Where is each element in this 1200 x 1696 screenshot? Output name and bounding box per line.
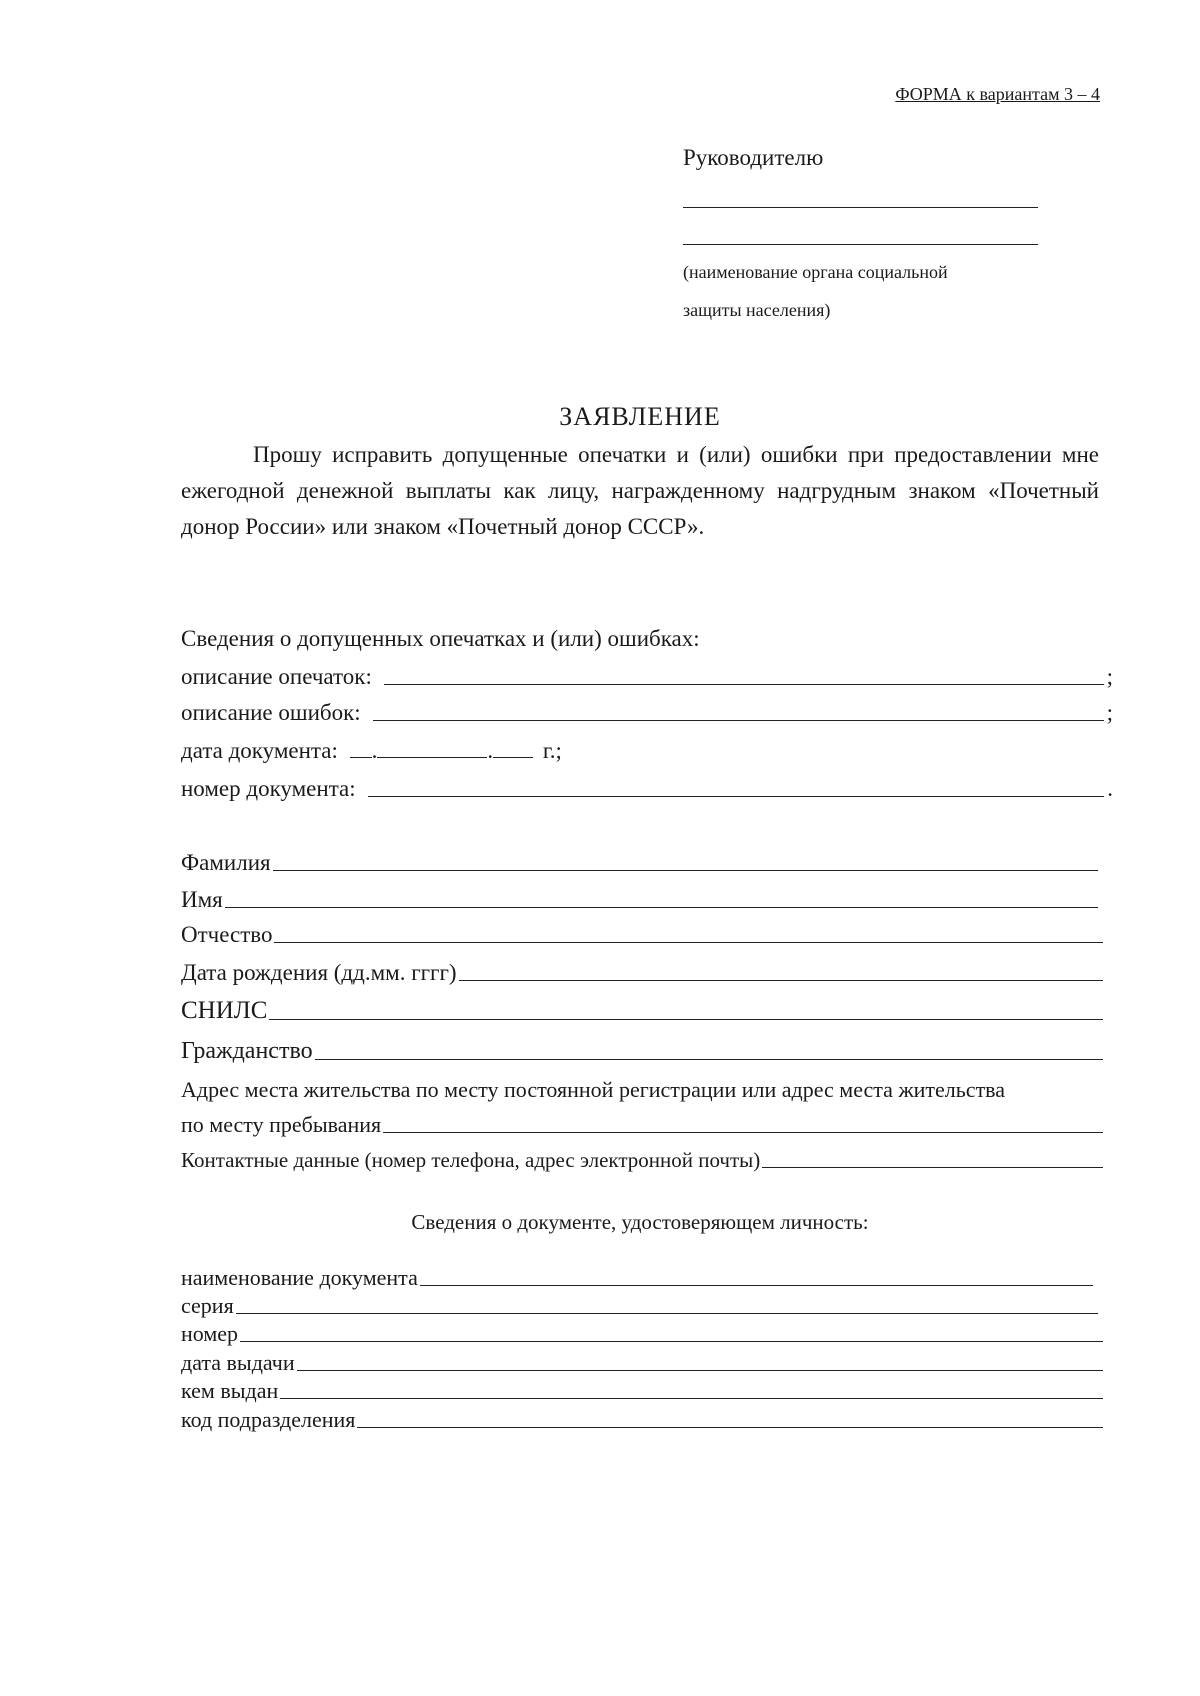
contacts-row: [181, 1148, 1103, 1173]
doc-number-end: .: [1107, 776, 1113, 801]
addressee-label: Руководителю: [683, 145, 824, 170]
errors-row: [181, 700, 1113, 726]
typos-field[interactable]: [384, 683, 1104, 685]
contacts-label: Контактные данные (номер телефона, адрес электронной почты): [181, 1148, 761, 1172]
surname-row: [181, 850, 1098, 876]
id-doc-name-label: наименование документа: [181, 1265, 418, 1290]
birth-date-label: Дата рождения (дд.мм. гггг): [181, 960, 457, 985]
patronymic-row: [181, 922, 1103, 948]
patronymic-label: Отчество: [181, 922, 273, 947]
date-suffix: г.;: [542, 738, 562, 763]
errors-label: описание ошибок:: [181, 700, 361, 725]
id-series-field[interactable]: [236, 1312, 1098, 1314]
date-day-field[interactable]: [350, 756, 372, 758]
citizenship-row: [181, 1038, 1103, 1065]
id-issued-by-field[interactable]: [280, 1397, 1103, 1399]
request-paragraph: Прошу исправить допущенные опечатки и (или) ошибки при предоставлении мне ежегодной денежной выплаты как лицу, награжденному надгрудным знаком «Почетный донор России» или знаком «Почетный донор СССР».: [181, 442, 1099, 539]
surname-label: Фамилия: [181, 850, 271, 875]
id-division-code-row: [181, 1407, 1103, 1433]
errors-section-heading: Сведения о допущенных опечатках и (или) ошибках:: [181, 626, 700, 651]
form-reference: ФОРМА к вариантам 3 – 4: [895, 84, 1100, 104]
typos-label: описание опечаток:: [181, 664, 372, 689]
errors-field[interactable]: [373, 719, 1104, 721]
addressee-note-line-2: защиты населения): [683, 300, 831, 320]
id-document-heading: Сведения о документе, удостоверяющем личность:: [411, 1210, 869, 1234]
date-dot-2: .: [487, 738, 494, 763]
address-label-line-1: Адрес места жительства по месту постоянной регистрации или адрес места жительства: [181, 1077, 1006, 1102]
document-date-row: [181, 738, 562, 764]
id-issue-date-label: дата выдачи: [181, 1350, 295, 1375]
name-row: [181, 887, 1098, 913]
surname-field[interactable]: [273, 869, 1098, 871]
id-doc-name-field[interactable]: [420, 1284, 1093, 1286]
snils-label: СНИЛС: [181, 997, 268, 1024]
birth-date-field[interactable]: [459, 979, 1103, 981]
address-row: [181, 1112, 1103, 1138]
doc-number-field[interactable]: [368, 795, 1105, 797]
addressee-line-2[interactable]: [683, 244, 1038, 245]
doc-number-label: номер документа:: [181, 776, 356, 801]
date-dot-1: .: [371, 738, 378, 763]
date-year-field[interactable]: [493, 756, 533, 758]
doc-number-row: [181, 776, 1113, 802]
id-division-code-label: код подразделения: [181, 1407, 356, 1432]
patronymic-field[interactable]: [274, 941, 1103, 943]
citizenship-label: Гражданство: [181, 1038, 313, 1064]
citizenship-field[interactable]: [315, 1058, 1103, 1060]
addressee-line-1[interactable]: [683, 207, 1038, 208]
id-issue-date-row: [181, 1350, 1103, 1376]
id-number-label: номер: [181, 1321, 239, 1346]
document-title: ЗАЯВЛЕНИЕ: [559, 402, 721, 431]
name-field[interactable]: [225, 906, 1098, 908]
id-issue-date-field[interactable]: [297, 1369, 1103, 1371]
id-number-field[interactable]: [240, 1340, 1103, 1342]
id-issued-by-label: кем выдан: [181, 1378, 279, 1403]
id-series-label: серия: [181, 1293, 234, 1318]
birth-date-row: [181, 960, 1103, 986]
id-doc-name-row: [181, 1265, 1093, 1291]
address-field[interactable]: [383, 1131, 1103, 1133]
id-number-row: [181, 1321, 1103, 1347]
snils-row: [181, 997, 1103, 1025]
document-date-label: дата документа:: [181, 738, 338, 763]
id-issued-by-row: [181, 1378, 1103, 1404]
date-month-field[interactable]: [377, 756, 487, 758]
contacts-field[interactable]: [762, 1166, 1103, 1168]
address-label-line-2: по месту пребывания: [181, 1112, 382, 1137]
name-label: Имя: [181, 887, 223, 912]
snils-field[interactable]: [269, 1018, 1103, 1020]
id-division-code-field[interactable]: [357, 1426, 1103, 1428]
id-series-row: [181, 1293, 1098, 1319]
errors-end: ;: [1106, 700, 1113, 725]
typos-end: ;: [1106, 664, 1113, 689]
typos-row: [181, 664, 1113, 690]
addressee-note-line-1: (наименование органа социальной: [683, 262, 948, 282]
